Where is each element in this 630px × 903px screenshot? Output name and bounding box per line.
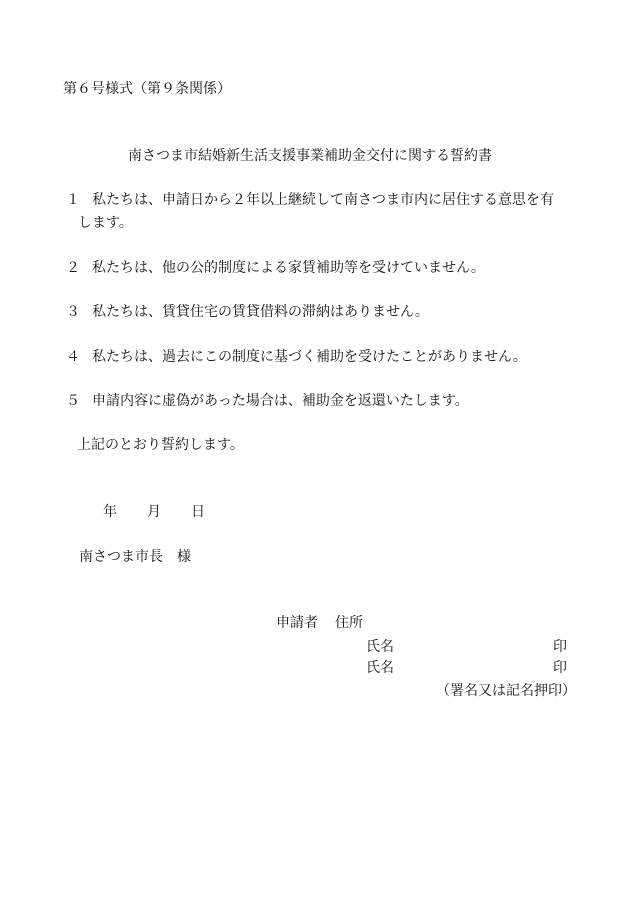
seal-mark-1: 印 xyxy=(553,639,567,655)
item-text: 私たちは、賃貸住宅の賃貸借料の滞納はありません。 xyxy=(92,304,429,320)
seal-mark-2: 印 xyxy=(553,660,567,676)
name-label-2: 氏名 xyxy=(366,660,394,676)
date-month-label: 月 xyxy=(147,504,161,520)
item-number: ４ xyxy=(66,349,80,365)
addressee: 南さつま市長 様 xyxy=(79,549,191,565)
name-label-1: 氏名 xyxy=(366,639,394,655)
item-text: 私たちは、申請日から２年以上継続して南さつま市内に居住する意思を有 xyxy=(92,192,554,208)
item-number: ２ xyxy=(66,260,80,276)
address-label: 住所 xyxy=(335,615,363,631)
pledge-statement: 上記のとおり誓約します。 xyxy=(77,437,244,453)
date-day-label: 日 xyxy=(191,504,205,520)
item-text: 私たちは、過去にこの制度に基づく補助を受けたことがありません。 xyxy=(92,349,527,365)
applicant-label: 申請者 xyxy=(276,615,318,631)
document-title: 南さつま市結婚新生活支援事業補助金交付に関する誓約書 xyxy=(128,148,492,164)
item-number: ３ xyxy=(66,304,80,320)
date-year-label: 年 xyxy=(103,504,117,520)
item-text-continuation: します。 xyxy=(78,215,133,231)
item-number: １ xyxy=(66,192,80,208)
item-text: 申請内容に虚偽があった場合は、補助金を返還いたします。 xyxy=(92,393,469,409)
item-text: 私たちは、他の公的制度による家賃補助等を受けていません。 xyxy=(92,260,485,276)
item-number: ５ xyxy=(66,393,80,409)
signature-note: （署名又は記名押印） xyxy=(436,683,576,699)
form-number: 第６号様式（第９条関係） xyxy=(63,81,231,97)
